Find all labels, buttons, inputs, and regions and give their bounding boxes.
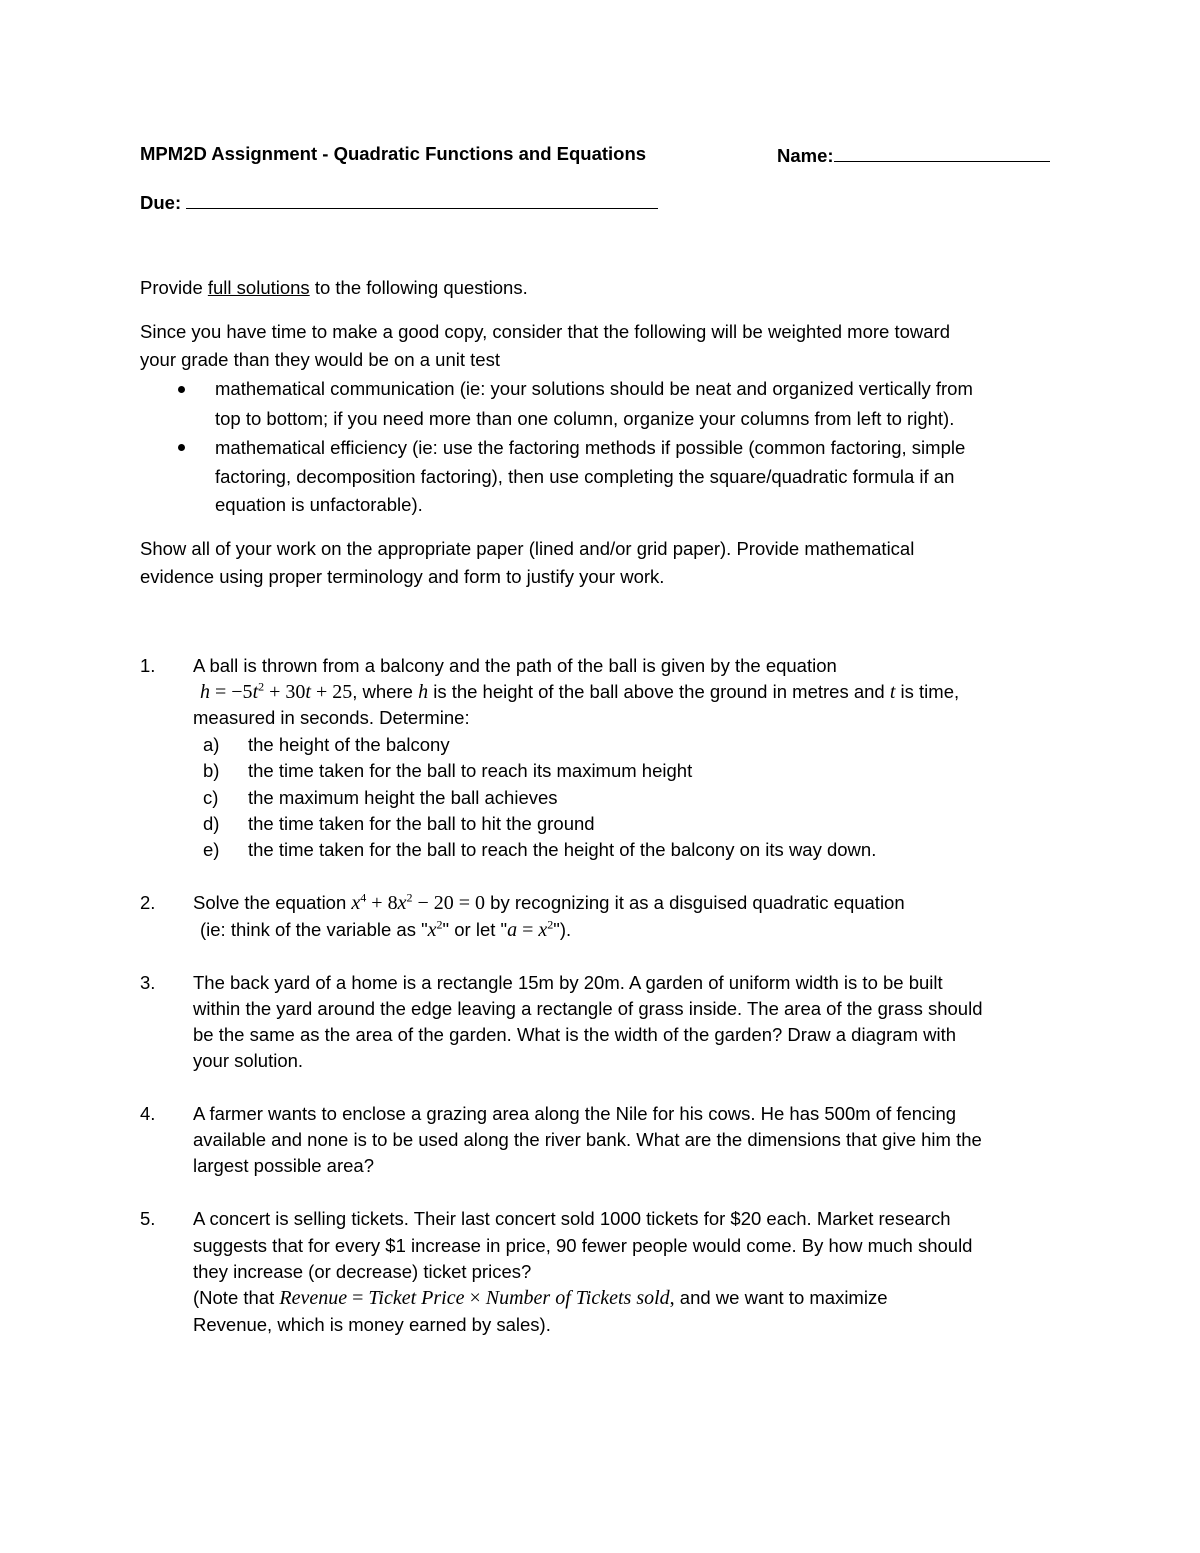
question-3-number: 3. [140, 972, 156, 993]
question-1-part-text: the time taken for the ball to reach its maximum height [248, 760, 693, 781]
question-1-part-text: the time taken for the ball to reach the height of the balcony on its way down. [248, 839, 877, 860]
variable-h: h [418, 681, 429, 703]
question-4-line: largest possible area? [193, 1155, 374, 1176]
question-2-number: 2. [140, 892, 156, 913]
provide-text-pre: Provide [140, 277, 208, 298]
question-1-line-1: A ball is thrown from a balcony and the path of the ball is given by the equation [193, 655, 837, 676]
bullet-2-line-2: factoring, decomposition factoring), then use completing the square/quadratic formula if an [215, 466, 955, 487]
due-field [140, 188, 658, 216]
question-1-part-label: d) [203, 813, 220, 834]
question-5-line: A concert is selling tickets. Their last concert sold 1000 tickets for $20 each. Market research [193, 1208, 951, 1229]
name-blank-line [834, 141, 1050, 162]
bullet-icon [178, 386, 185, 393]
question-1-part-text: the height of the balcony [248, 734, 450, 755]
bullet-2-line-1: mathematical efficiency (ie: use the factoring methods if possible (common factoring, simple [215, 437, 966, 458]
question-2-line-2: (ie: think of the variable as "$x^2$" or let "$a = x^2$"). [200, 917, 572, 941]
question-3-line: within the yard around the edge leaving a rectangle of grass inside. The area of the grass should [193, 998, 983, 1019]
provide-instruction [140, 275, 528, 301]
question-3-line: be the same as the area of the garden. What is the width of the garden? Draw a diagram with [193, 1024, 957, 1045]
name-field [777, 141, 1050, 169]
question-1-part-label: a) [203, 734, 220, 755]
question-1-part-text: the time taken for the ball to hit the ground [248, 813, 595, 834]
ball-height-equation: $h = -5t^2 + 30t + 25$ [200, 679, 353, 703]
x-squared-expression: $x^2$ [427, 917, 443, 941]
question-5-note-line-1: (Note that Revenue = Ticket Price × Number of Tickets sold, and we want to maximize [193, 1287, 888, 1309]
quartic-equation: $x^4 + 8x^2 - 20 = 0$ [351, 890, 486, 914]
name-label: Name: [777, 145, 834, 166]
bullet-1-line-1: mathematical communication (ie: your solutions should be neat and organized vertically from [215, 378, 973, 399]
weighting-line-2: your grade than they would be on a unit test [140, 349, 500, 370]
question-1-number: 1. [140, 655, 156, 676]
bullet-icon [178, 444, 185, 451]
question-4-line: available and none is to be used along the river bank. What are the dimensions that give him the [193, 1129, 982, 1150]
question-1-line-2: $h = -5t^2 + 30t + 25$, where h is the height of the ball above the ground in metres and t is time, [200, 679, 960, 703]
variable-t: t [889, 681, 896, 703]
question-5-number: 5. [140, 1208, 156, 1229]
question-3-line: The back yard of a home is a rectangle 15m by 20m. A garden of uniform width is to be built [193, 972, 943, 993]
show-work-line-2: evidence using proper terminology and form to justify your work. [140, 566, 665, 587]
question-1-part-label: e) [203, 839, 220, 860]
show-work-line-1: Show all of your work on the appropriate paper (lined and/or grid paper). Provide mathematical [140, 538, 915, 559]
weighting-line-1: Since you have time to make a good copy, consider that the following will be weighted more toward [140, 321, 950, 342]
question-5-line: they increase (or decrease) ticket prices? [193, 1261, 532, 1282]
question-5-note-line-2: Revenue, which is money earned by sales). [193, 1314, 551, 1335]
assignment-title: MPM2D Assignment - Quadratic Functions and Equations [140, 143, 647, 164]
due-blank-line [186, 188, 658, 209]
question-2-line-1: Solve the equation $x^4 + 8x^2 - 20 = 0$ by recognizing it as a disguised quadratic equation [193, 890, 905, 914]
full-solutions-underlined: full solutions [207, 277, 310, 298]
question-5-line: suggests that for every $1 increase in price, 90 fewer people would come. By how much should [193, 1235, 973, 1256]
provide-text-post: to the following questions. [309, 277, 528, 298]
question-1-part-label: c) [203, 787, 219, 808]
question-1-part-text: the maximum height the ball achieves [248, 787, 558, 808]
question-4-number: 4. [140, 1103, 156, 1124]
bullet-2-line-3: equation is unfactorable). [215, 494, 423, 515]
question-3-line: your solution. [193, 1050, 304, 1071]
question-4-line: A farmer wants to enclose a grazing area along the Nile for his cows. He has 500m of fencing [193, 1103, 957, 1124]
substitution-expression: $a = x^2$ [507, 917, 554, 941]
revenue-formula: Revenue = Ticket Price × Number of Tickets sold, [279, 1287, 675, 1309]
bullet-1-line-2: top to bottom; if you need more than one column, organize your columns from left to right). [215, 408, 955, 429]
due-label: Due: [140, 192, 182, 213]
question-1-line-3: measured in seconds. Determine: [193, 707, 470, 728]
question-1-part-label: b) [203, 760, 220, 781]
